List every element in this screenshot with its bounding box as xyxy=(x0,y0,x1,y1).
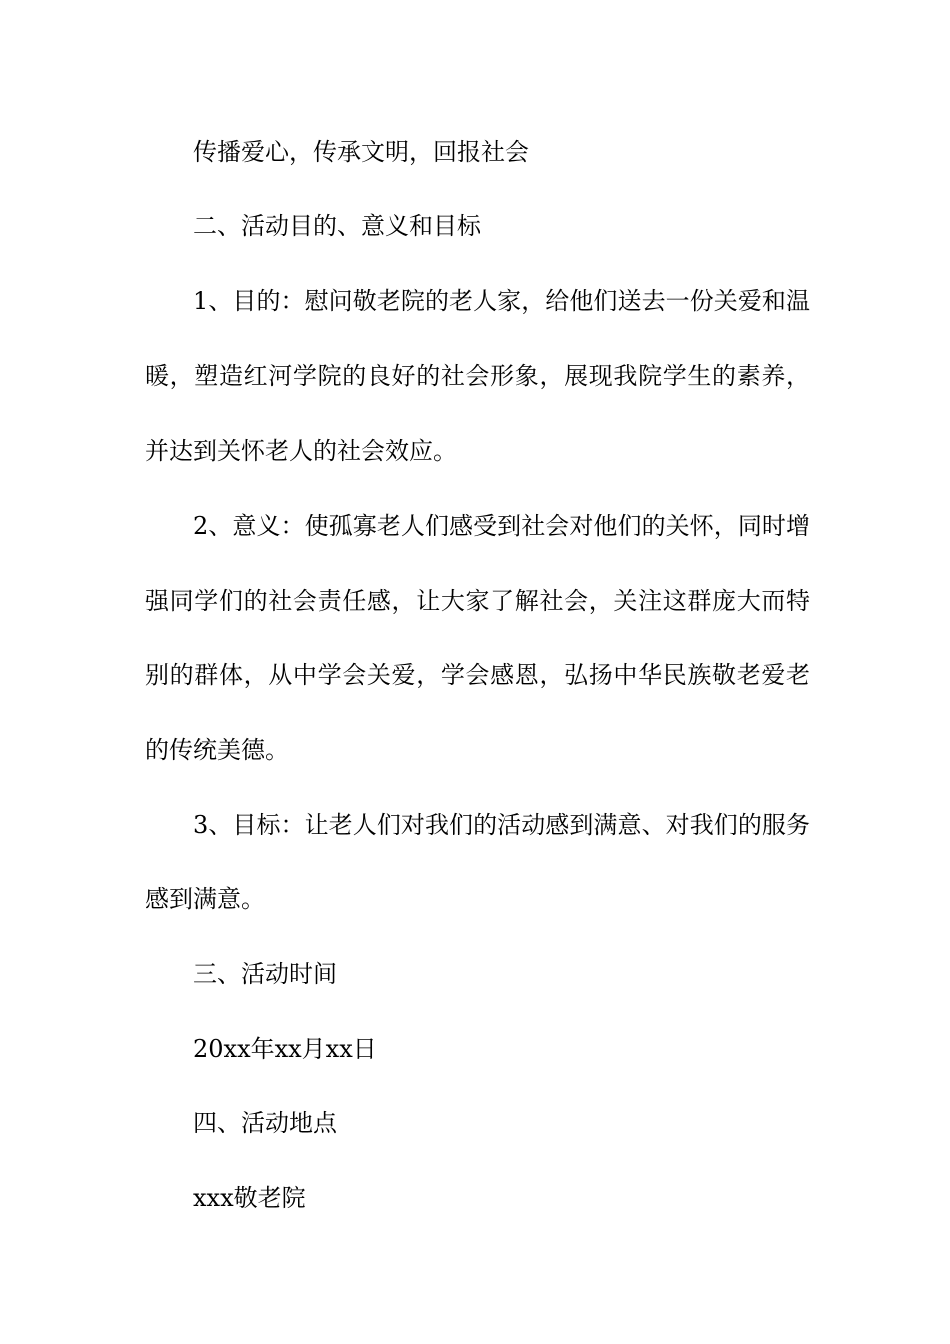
section-heading-location: 四、活动地点 xyxy=(193,1109,337,1137)
slogan-line: 传播爱心，传承文明，回报社会 xyxy=(193,138,529,166)
paragraph-purpose-line-1: 1、目的：慰问敬老院的老人家，给他们送去一份关爱和温 xyxy=(193,287,810,315)
activity-location: xxx敬老院 xyxy=(193,1184,306,1212)
paragraph-purpose-line-2: 暖，塑造红河学院的良好的社会形象，展现我院学生的素养， xyxy=(145,362,810,390)
paragraph-meaning-line-2: 强同学们的社会责任感，让大家了解社会，关注这群庞大而特 xyxy=(145,587,810,615)
section-heading-time: 三、活动时间 xyxy=(193,960,337,988)
paragraph-meaning-line-3: 别的群体，从中学会关爱，学会感恩，弘扬中华民族敬老爱老 xyxy=(145,661,810,689)
section-heading-purpose: 二、活动目的、意义和目标 xyxy=(193,212,481,240)
paragraph-goal-line-2: 感到满意。 xyxy=(145,885,265,913)
paragraph-meaning-line-1: 2、意义：使孤寡老人们感受到社会对他们的关怀，同时增 xyxy=(193,512,810,540)
activity-date: 20xx年xx月xx日 xyxy=(193,1035,377,1063)
paragraph-meaning-line-4: 的传统美德。 xyxy=(145,736,289,764)
paragraph-goal-line-1: 3、目标：让老人们对我们的活动感到满意、对我们的服务 xyxy=(193,811,810,839)
paragraph-purpose-line-3: 并达到关怀老人的社会效应。 xyxy=(145,437,457,465)
